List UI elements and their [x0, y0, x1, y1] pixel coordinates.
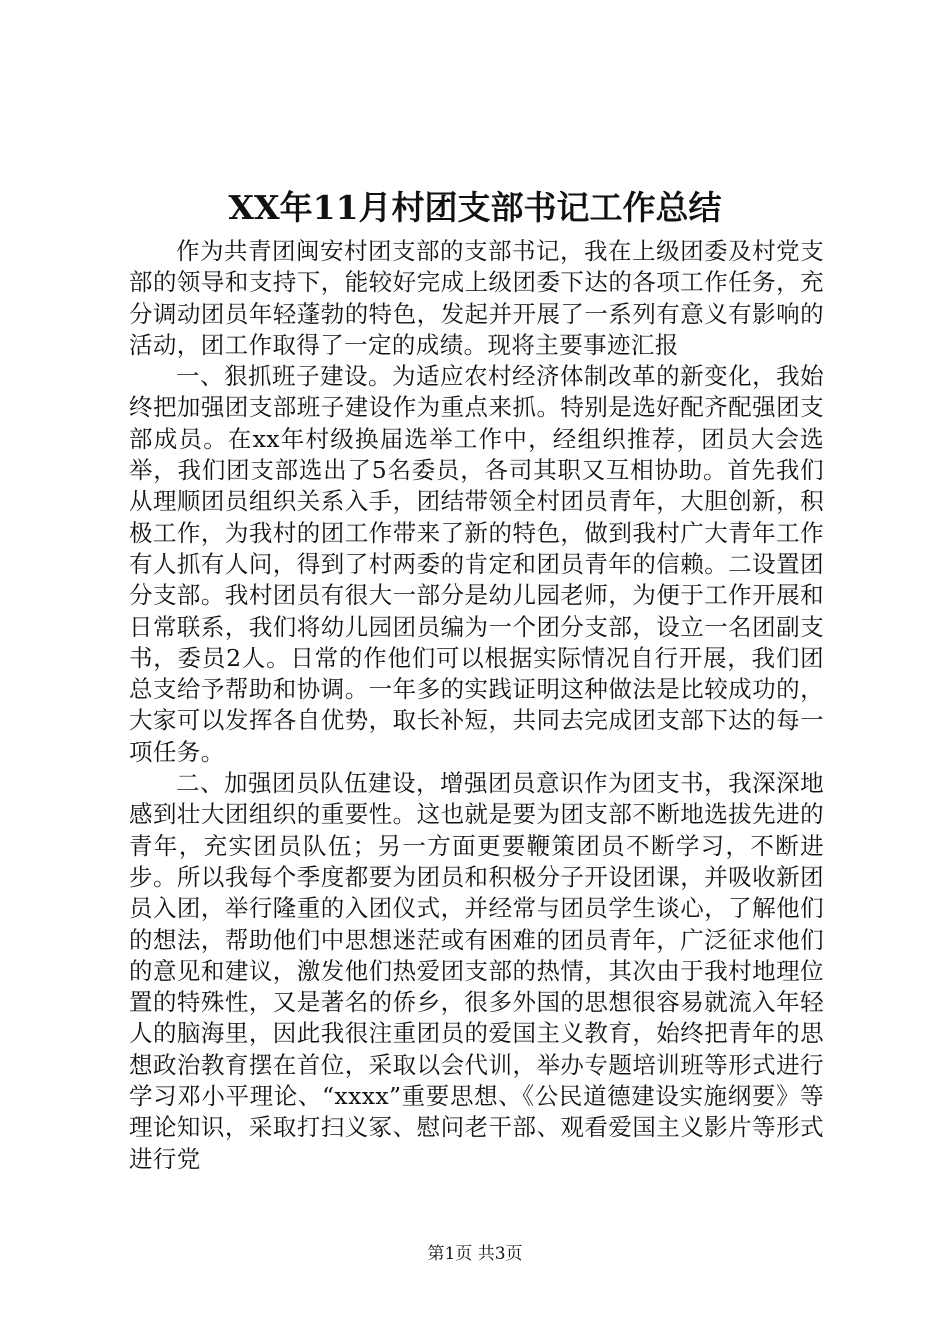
document-title: XX年11月村团支部书记工作总结 — [228, 188, 722, 227]
page-footer: 第1页 共3页 — [427, 1244, 523, 1264]
paragraph-section-2: 二、加强团员队伍建设，增强团员意识作为团支书，我深深地感到壮大团组织的重要性。这也就是要为团支部不断地选拔先进的青年，充实团员队伍；另一方面更要鞭策团员不断学习，不断进步。所以我每个季度都要为团员和积极分子开设团课，并吸收新团员入团，举行隆重的入团仪式，并经常与团员学生谈心，了解他们的想法，帮助他们中思想迷茫或有困难的团员青年，广泛征求他们的意见和建议，激发他们热爱团支部的热情，其次由于我村地理位置的特殊性，又是著名的侨乡，很多外国的思想很容易就流入年轻人的脑海里，因此我很注重团员的爱国主义教育，始终把青年的思想政治教育摆在首位，采取以会代训，举办专题培训班等形式进行学习邓小平理论、“xxxx”重要思想、《公民道德建设实施纲要》等理论知识，采取打扫义冢、慰问老干部、观看爱国主义影片等形式进行党 — [129, 769, 824, 1173]
paragraph-intro: 作为共青团闽安村团支部的支部书记，我在上级团委及村党支部的领导和支持下，能较好完成上级团委下达的各项工作任务，充分调动团员年轻蓬勃的特色，发起并开展了一系列有意义有影响的活动，团工作取得了一定的成绩。现将主要事迹汇报 — [129, 237, 824, 359]
paragraph-section-1: 一、狠抓班子建设。为适应农村经济体制改革的新变化，我始终把加强团支部班子建设作为重点来抓。特别是选好配齐配强团支部成员。在xx年村级换届选举工作中，经组织推荐，团员大会选举，我们团支部选出了5名委员，各司其职又互相协助。首先我们从理顺团员组织关系入手，团结带领全村团员青年，大胆创新，积极工作，为我村的团工作带来了新的特色，做到我村广大青年工作有人抓有人问，得到了村两委的肯定和团员青年的信赖。二设置团分支部。我村团员有很大一部分是幼儿园老师，为便于工作开展和日常联系，我们将幼儿园团员编为一个团分支部，设立一名团副支书，委员2人。日常的作他们可以根据实际情况自行开展，我们团总支给予帮助和协调。一年多的实践证明这种做法是比较成功的，大家可以发挥各自优势，取长补短，共同去完成团支部下达的每一项任务。 — [129, 362, 824, 766]
document-body — [129, 236, 824, 1175]
